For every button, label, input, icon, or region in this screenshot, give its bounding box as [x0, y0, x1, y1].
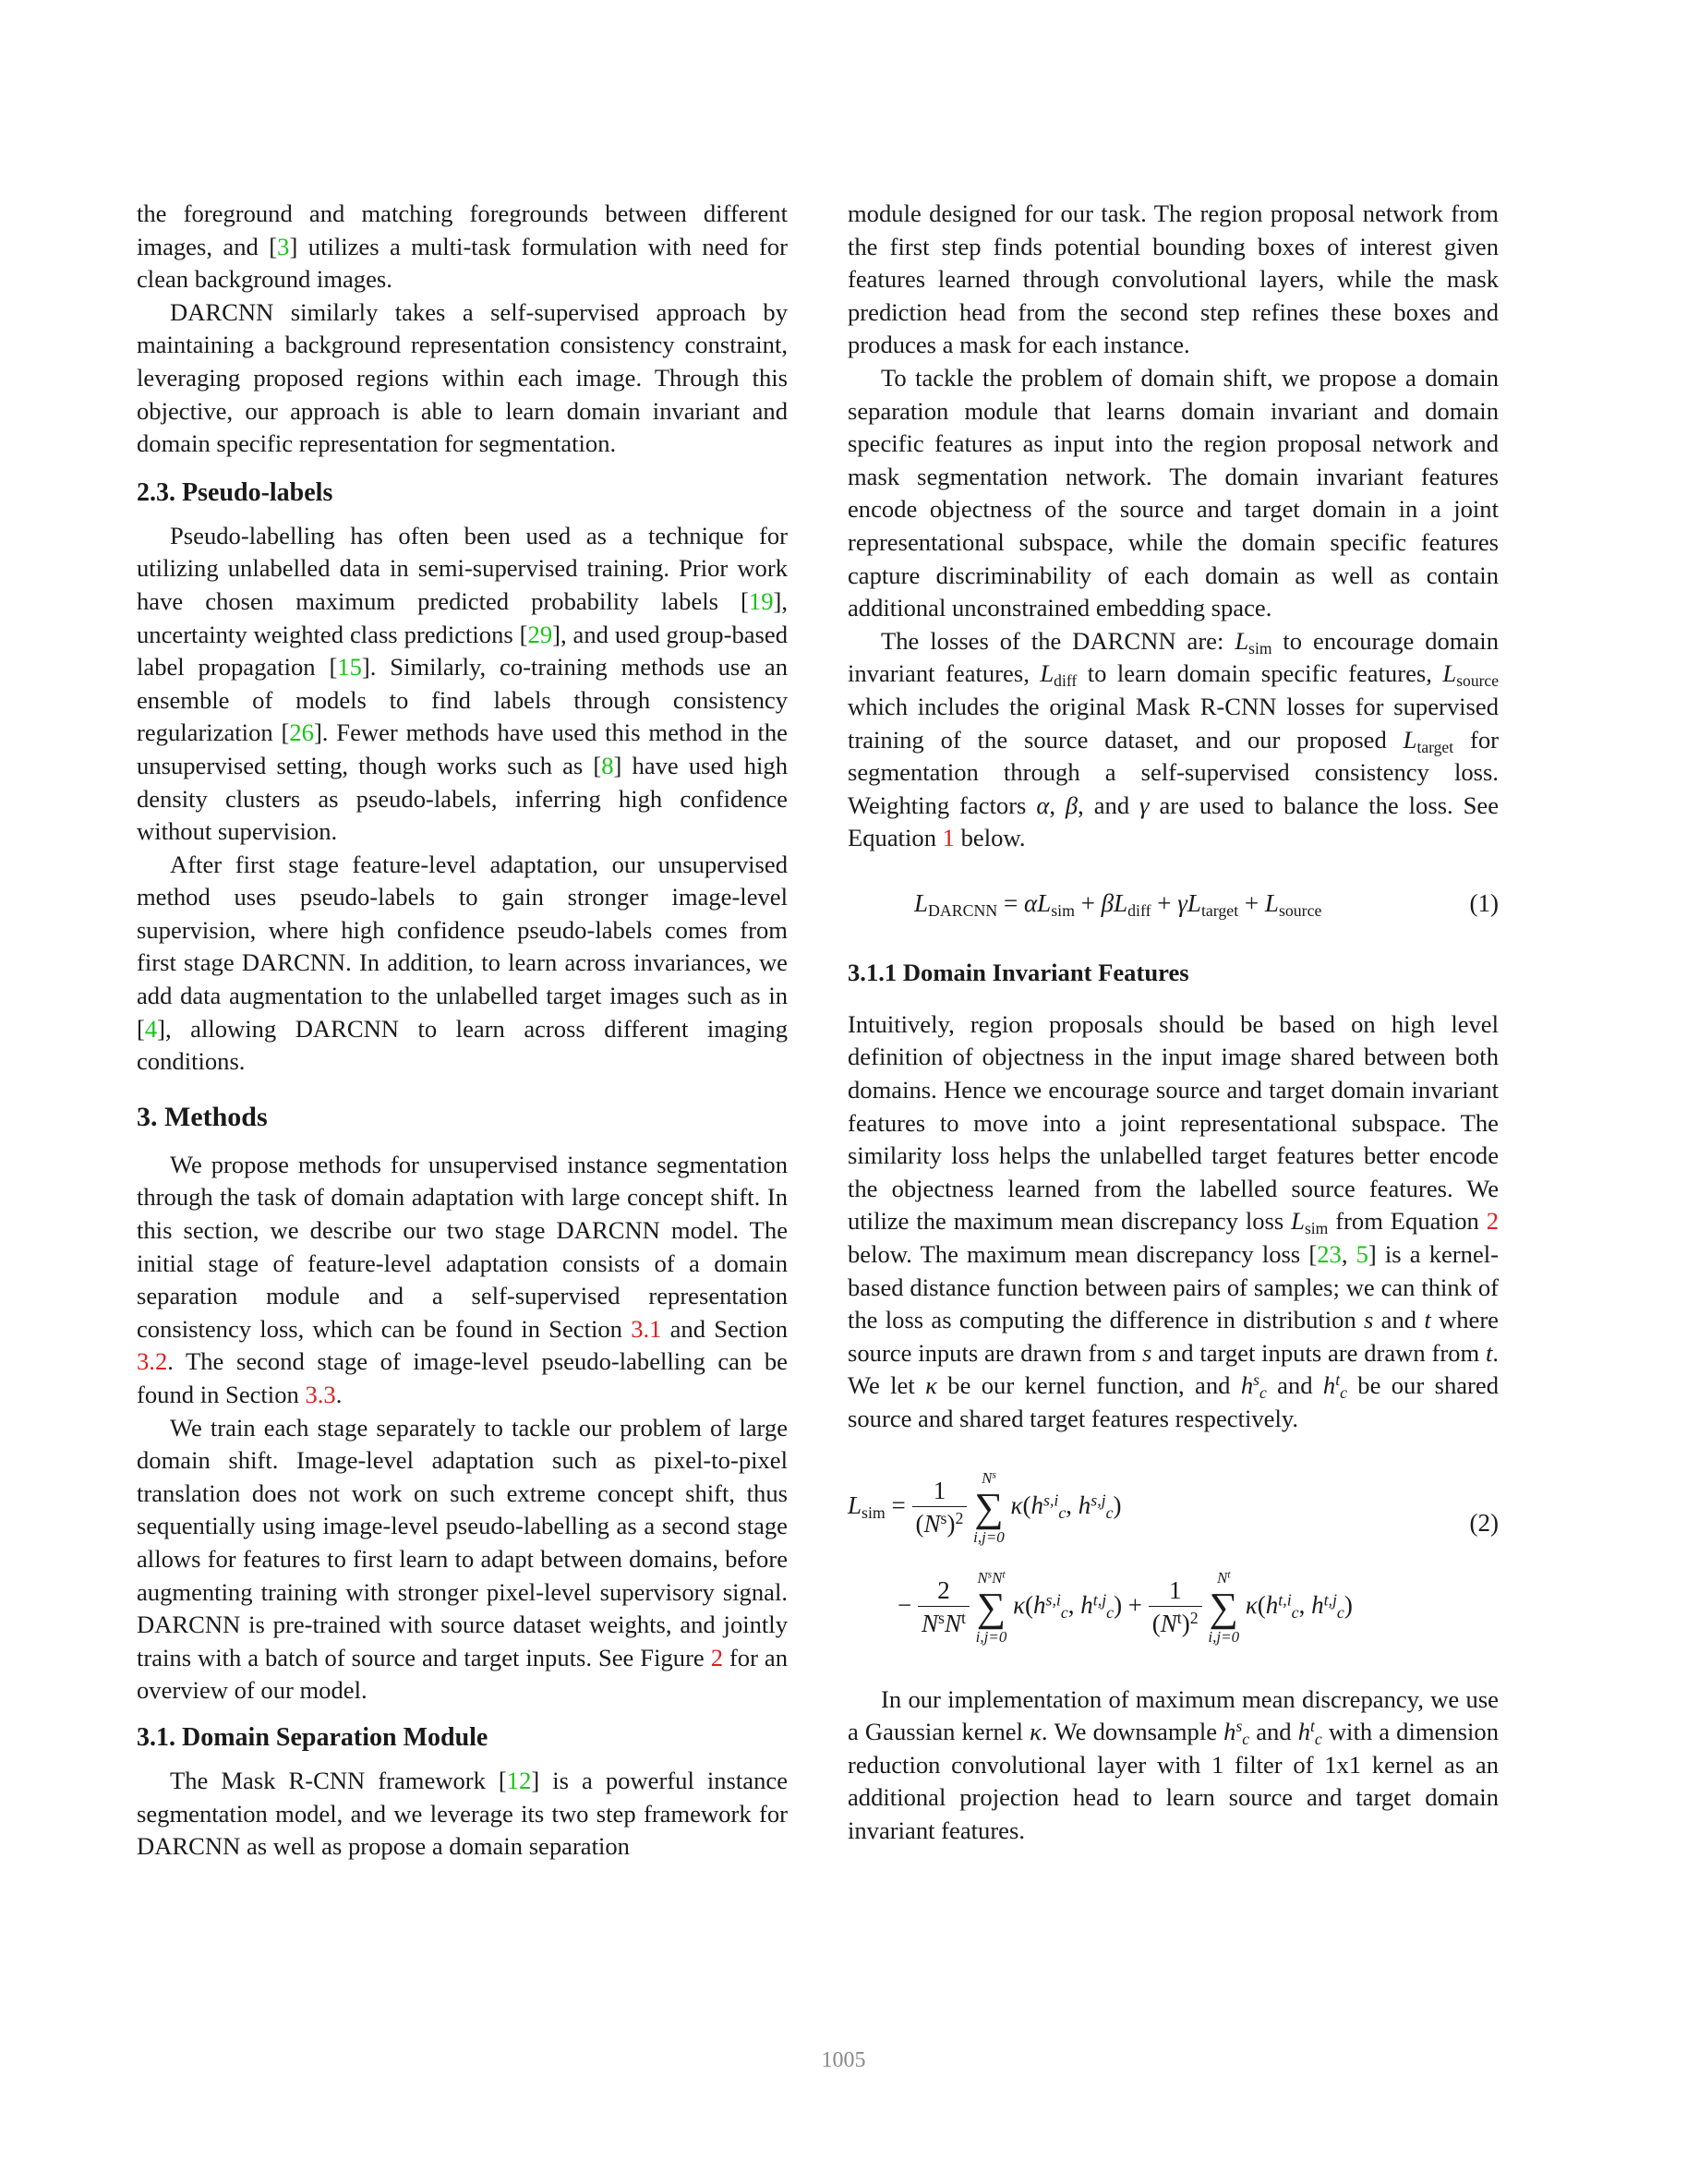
paragraph: DARCNN similarly takes a self-supervised approach by maintaining a background representation consistency constraint, leveraging proposed regions within each image. Through this objective, our approach is able to learn domain invariant and domain specific representation for segmentation.	[137, 297, 788, 458]
section-heading-pseudo-labels: 2.3. Pseudo-labels	[137, 477, 333, 507]
equation-body: $L_{DARCNN} = \alpha L_{sim} + \beta L_{diff} + \gamma L_{target} + L_{source}$	[914, 888, 1322, 920]
equation-number: (1)	[1469, 888, 1499, 917]
citation-link[interactable]: 19	[748, 586, 774, 615]
paragraph: In our implementation of maximum mean discrepancy, we use a Gaussian kernel κ. We downsample $h^s_c$ and $h^t_c$ with a dimension reduction convolutional layer with 1 filter of 1x1 kernel as an additional projection head to learn source and target domain invariant features.	[848, 1684, 1499, 1844]
citation-link[interactable]: 5	[1356, 1240, 1368, 1269]
equation-link[interactable]: 2	[1486, 1207, 1499, 1236]
paragraph: After first stage feature-level adaptation, our unsupervised method uses pseudo-labels to gain stronger image-level supervision, where high confidence pseudo-labels comes from first stage DARCNN. In addition, to learn across invariances, we add data augmentation to the unlabelled target images such as in [4], allowing DARCNN to learn across different imaging conditions.	[137, 850, 788, 1076]
equation-line-1: $L_{sim}$ = $\frac{1}{(N^s)^2}$ $N^s$ ∑ i,j=0 $\kappa(h^{s,i}_c$, $h^{s,j}_c$)	[848, 1468, 1122, 1546]
section-link[interactable]: 3.3	[305, 1381, 336, 1408]
right-column	[848, 198, 1499, 1848]
citation-link[interactable]: 29	[527, 620, 553, 648]
equation-number: (2)	[1469, 1508, 1499, 1537]
section-heading-domain-separation: 3.1. Domain Separation Module	[137, 1722, 488, 1752]
section-link[interactable]: 3.2	[137, 1347, 168, 1376]
section-link[interactable]: 3.1	[631, 1314, 662, 1343]
citation-link[interactable]: 3	[277, 232, 290, 260]
paragraph: Intuitively, region proposals should be based on high level definition of objectness in the input image shared between both domains. Hence we encourage source and target domain invariant features to move into a joint representational subspace. The similarity loss helps the unlabelled target features better encode the objectness learned from the labelled source features. We utilize the maximum mean discrepancy loss $L_{sim}$ from Equation 2 below. The maximum mean discrepancy loss [23, 5] is a kernel-based distance function between pairs of samples; we can think of the loss as computing the difference in distribution s and t where source inputs are drawn from s and target inputs are drawn from t. We let κ be our kernel function, and $h^s_c$ and $h^t_c$ be our shared source and shared target features respectively.	[848, 1009, 1499, 1432]
left-column	[137, 198, 788, 1864]
page-number: 1005	[821, 2048, 866, 2072]
citation-link[interactable]: 12	[506, 1766, 532, 1794]
equation-link[interactable]: 1	[942, 824, 955, 852]
paragraph: To tackle the problem of domain shift, we propose a domain separation module that learns domain invariant and domain specific features as input into the region proposal network and mask segmentation network. The domain invariant features encode objectness of the source and target domain in a joint representational subspace, while the domain specific features capture discriminability of each domain as well as contain additional unconstrained embedding space.	[848, 363, 1499, 622]
subsection-heading-domain-invariant: 3.1.1 Domain Invariant Features	[848, 958, 1189, 986]
equation-1	[848, 881, 1499, 927]
paragraph: Pseudo-labelling has often been used as a technique for utilizing unlabelled data in semi-supervised training. Prior work have chosen maximum predicted probability labels [19], uncertainty weighted class predictions [29], and used group-based label propagation [15]. Similarly, co-training methods use an ensemble of models to find labels through consistency regularization [26]. Fewer methods have used this method in the unsupervised setting, though works such as [8] have used high density clusters as pseudo-labels, inferring high confidence without supervision.	[137, 521, 789, 846]
equation-line-2: − $\frac{2}{N^sN^t}$ $N^sN^t$ ∑ i,j=0 $\kappa(h^{s,i}_c$, $h^{t,j}_c$) + $\frac{1}{(N^t)^2}$ $N^t$ ∑ i,j=0 $\kappa(h^{t,i}_c$, $h^{t,j}_c$)	[898, 1568, 1353, 1646]
paragraph: We propose methods for unsupervised instance segmentation through the task of domain adaptation with large concept shift. In this section, we describe our two stage DARCNN model. The initial stage of feature-level adaptation consists of a domain separation module and a self-supervised representation consistency loss, which can be found in Section 3.1 and Section 3.2. The second stage of image-level pseudo-labelling can be found in Section 3.3.	[137, 1150, 788, 1408]
citation-link[interactable]: 4	[144, 1014, 158, 1043]
equation-2	[848, 1469, 1499, 1672]
paragraph: The Mask R-CNN framework [12] is a powerful instance segmentation model, and we leverage its two step framework for DARCNN as well as propose a domain separation	[137, 1766, 789, 1861]
paragraph: the foreground and matching foregrounds between different images, and [3] utilizes a multi-task formulation with need for clean background images.	[137, 199, 788, 294]
section-heading-methods: 3. Methods	[137, 1101, 268, 1132]
citation-link[interactable]: 26	[289, 718, 314, 747]
citation-link[interactable]: 15	[337, 653, 362, 682]
paragraph: We train each stage separately to tackle our problem of large domain shift. Image-level adaptation such as pixel-to-pixel translation does not work on such extreme concept shift, thus sequentially using image-level pseudo-labelling as a second stage allows for features to first learn to adapt between domains, before augmenting training with stronger pixel-level supervisory signal. DARCNN is pre-trained with source dataset weights, and jointly trains with a batch of source and target inputs. See Figure 2 for an overview of our model.	[137, 1413, 788, 1705]
paragraph: module designed for our task. The region proposal network from the first step finds potential bounding boxes of interest given features learned through convolutional layers, while the mask prediction head from the second step refines these boxes and produces a mask for each instance.	[848, 199, 1499, 359]
figure-link[interactable]: 2	[710, 1643, 723, 1671]
citation-link[interactable]: 23	[1317, 1240, 1342, 1269]
citation-link[interactable]: 8	[601, 751, 614, 779]
paragraph: The losses of the DARCNN are: $L_{sim}$ to encourage domain invariant features, $L_{diff}$ to learn domain specific features, $L_{source}$ which includes the original Mask R-CNN losses for supervised training of the source dataset, and our proposed $L_{target}$ for segmentation through a self-supervised consistency loss. Weighting factors α, β, and γ are used to balance the loss. See Equation 1 below.	[848, 626, 1500, 852]
